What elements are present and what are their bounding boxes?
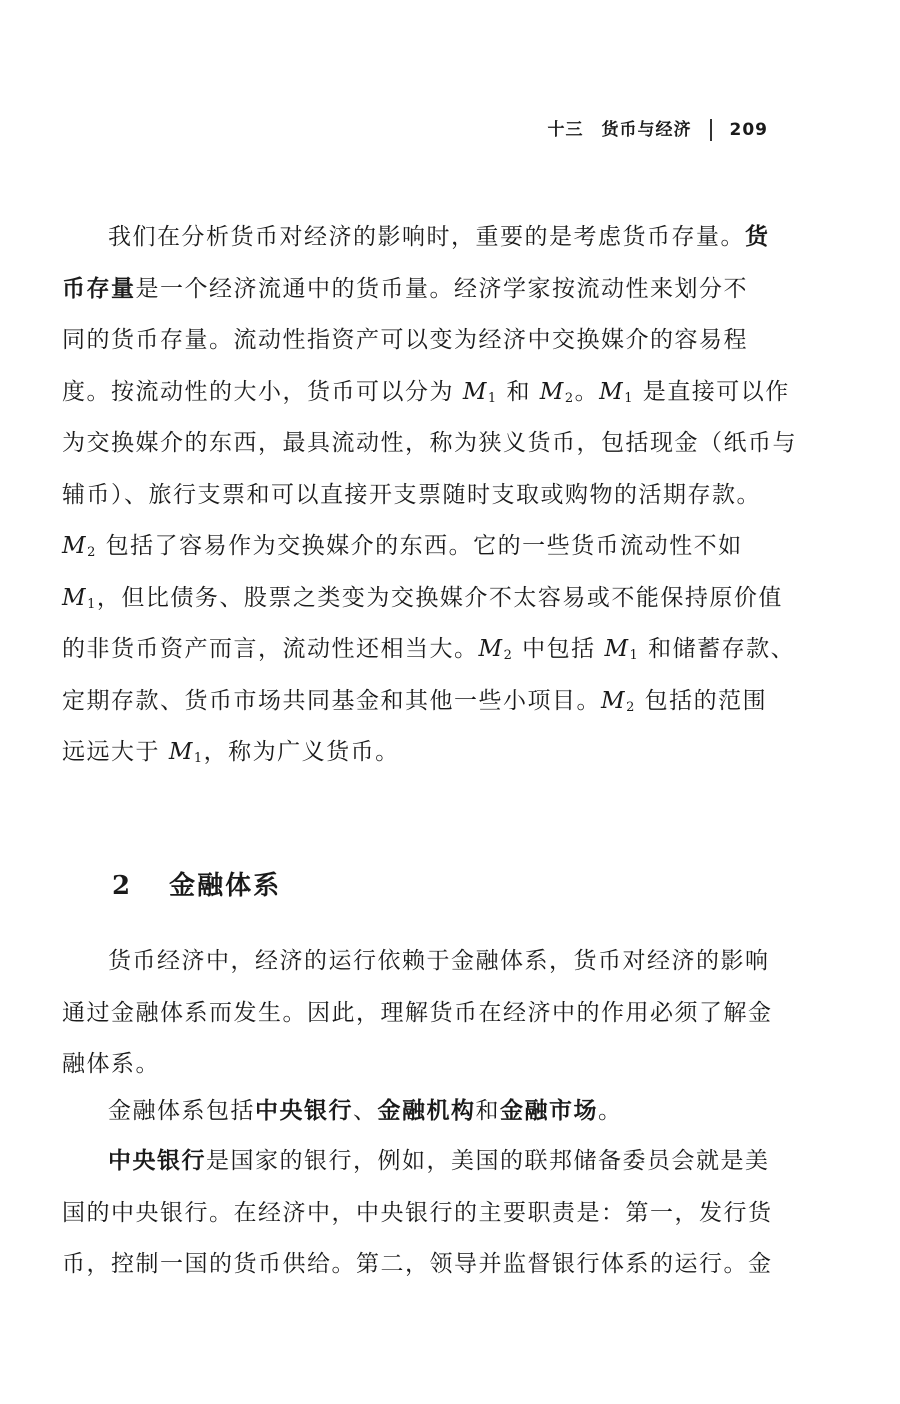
paragraph-money-stock	[62, 212, 797, 779]
text-line: 为交换媒介的东西，最具流动性，称为狭义货币，包括现金（纸币与	[62, 430, 797, 456]
text-line: 币存量是一个经济流通中的货币量。经济学家按流动性来划分不	[62, 275, 748, 302]
term-financial-markets: 金融市场	[500, 1098, 598, 1124]
text-line: 远远大于 $M_1$，称为广义货币。	[62, 739, 400, 766]
header-divider	[710, 119, 712, 141]
paragraph-financial-system-components	[62, 1086, 770, 1138]
term-central-bank-def: 中央银行	[108, 1148, 206, 1174]
text-line: 同的货币存量。流动性指资产可以变为经济中交换媒介的容易程	[62, 327, 748, 353]
text-line: 币，控制一国的货币供给。第二，领导并监督银行体系的运行。金	[62, 1251, 773, 1277]
text-line: 金融体系包括中央银行、金融机构和金融市场。	[108, 1098, 623, 1124]
paragraph-financial-system-intro	[62, 936, 773, 1091]
section-title: 金融体系	[169, 871, 282, 901]
text-line: 辅币）、旅行支票和可以直接开支票随时支取或购物的活期存款。	[62, 481, 761, 508]
term-financial-institutions: 金融机构	[377, 1098, 476, 1124]
term-central-bank: 中央银行	[255, 1098, 353, 1124]
chapter-title: 货币与经济	[601, 120, 692, 140]
term-money-stock-cont: 币存量	[62, 275, 136, 302]
text-line: $M_2$ 包括了容易作为交换媒介的东西。它的一些货币流动性不如	[62, 533, 743, 560]
text-line: 中央银行是国家的银行，例如，美国的联邦储备委员会就是美	[108, 1148, 770, 1174]
text-line: 度。按流动性的大小，货币可以分为 $M_1$ 和 $M_2$。$M_1$ 是直接可以作	[62, 378, 790, 406]
text-line: 我们在分析货币对经济的影响时，重要的是考虑货币存量。货	[108, 224, 770, 250]
text-line: 货币经济中，经济的运行依赖于金融体系，货币对经济的影响	[108, 948, 770, 974]
text-line: $M_1$，但比债务、股票之类变为交换媒介不太容易或不能保持原价值	[62, 584, 783, 612]
text-line: 国的中央银行。在经济中，中央银行的主要职责是：第一，发行货	[62, 1199, 773, 1226]
section-number: 2	[112, 871, 133, 901]
paragraph-central-bank	[62, 1136, 773, 1291]
text-line: 定期存款、货币市场共同基金和其他一些小项目。$M_2$ 包括的范围	[62, 687, 768, 715]
page-number: 209	[729, 120, 768, 140]
running-head	[548, 117, 769, 143]
text-line: 的非货币资产而言，流动性还相当大。$M_2$ 中包括 $M_1$ 和储蓄存款、	[62, 636, 796, 663]
text-line: 融体系。	[62, 1051, 160, 1077]
section-heading	[112, 865, 281, 902]
chapter-number: 十三	[547, 120, 584, 140]
term-money-stock: 货	[745, 224, 770, 250]
text-line: 通过金融体系而发生。因此，理解货币在经济中的作用必须了解金	[62, 999, 773, 1026]
